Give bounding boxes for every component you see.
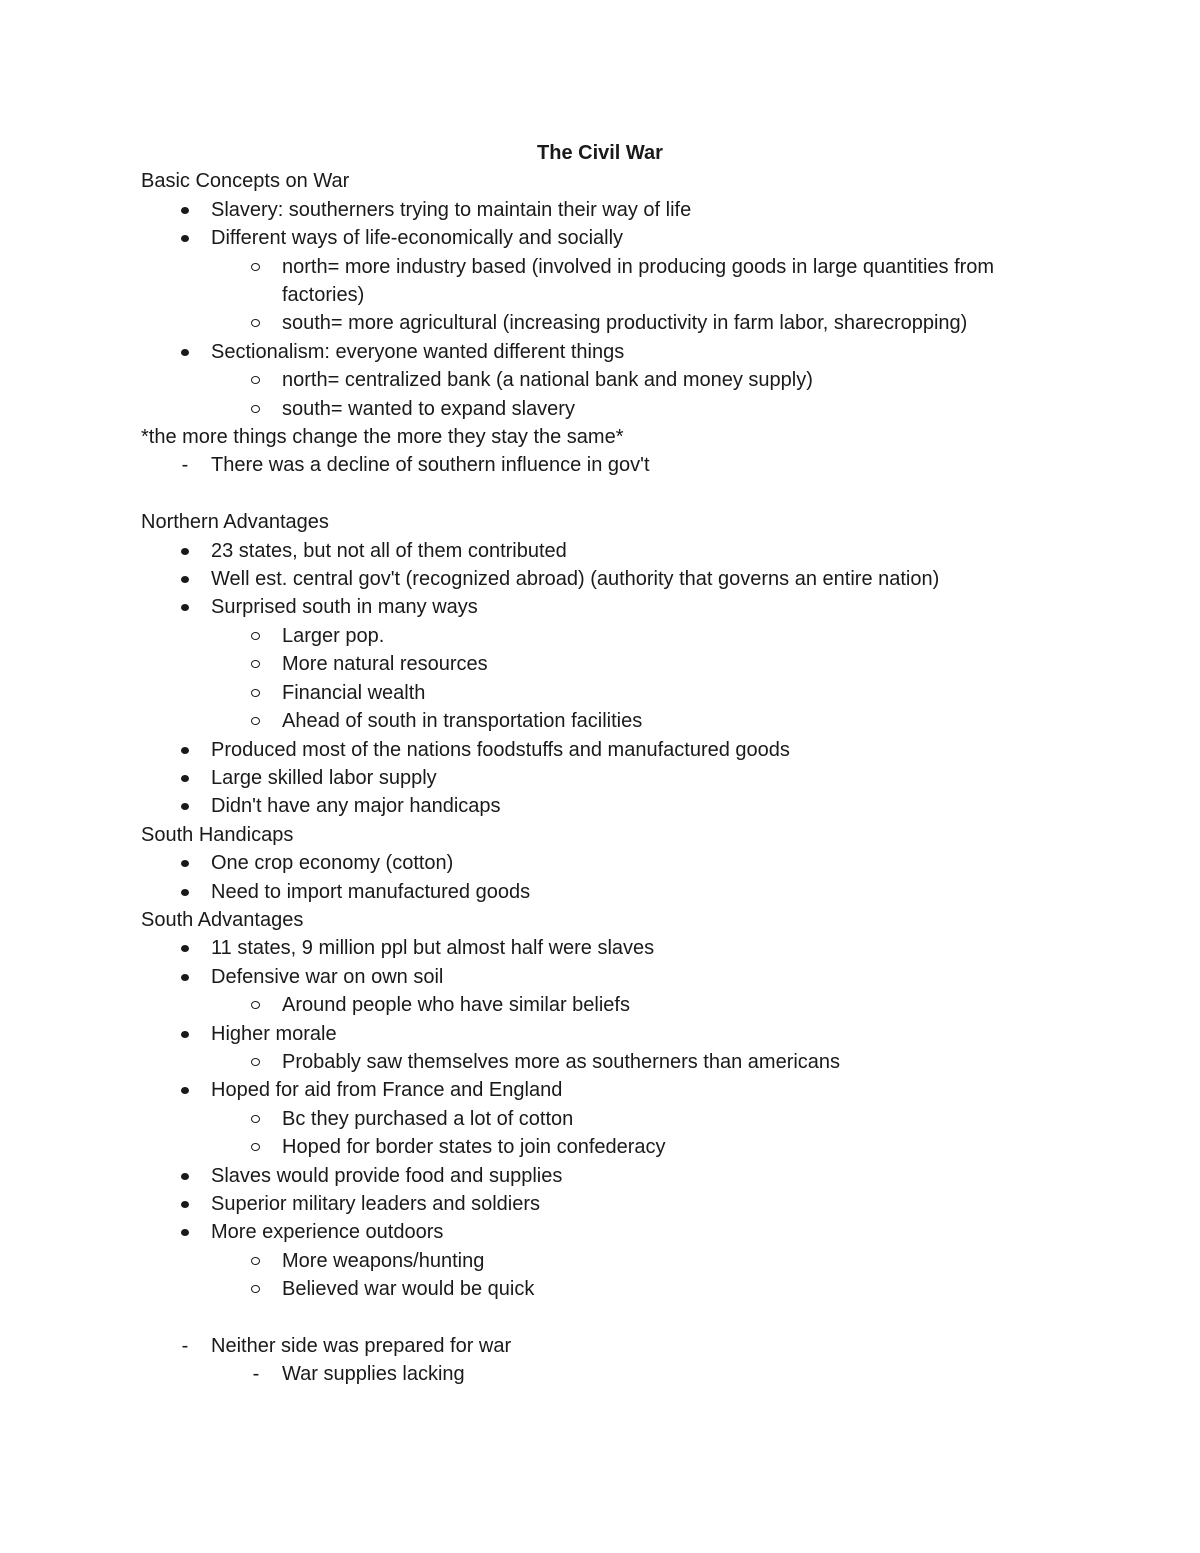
sub-list-item	[141, 991, 1071, 1019]
note-text: *the more things change the more they stay the same*	[141, 426, 624, 449]
list-item	[141, 963, 1071, 991]
list-item	[141, 764, 1071, 792]
sub-list-item	[141, 309, 1071, 337]
dash-list-item-text: There was a decline of southern influence in gov't	[211, 454, 650, 477]
sub-list-item-text: Bc they purchased a lot of cotton	[282, 1107, 574, 1130]
sub-list-item	[141, 707, 1071, 735]
sub-list-item	[141, 1048, 1071, 1076]
list-item-text: Didn't have any major handicaps	[211, 795, 501, 818]
sub-list-item-text: south= more agricultural (increasing productivity in farm labor, sharecropping)	[282, 312, 968, 335]
list-item-text: 11 states, 9 million ppl but almost half were slaves	[211, 937, 655, 960]
sub-list-item-text: north= centralized bank (a national bank and money supply)	[282, 369, 813, 392]
section-heading-northern-advantages: Northern Advantages	[141, 511, 329, 534]
dash-bullet-icon: -	[181, 1335, 189, 1358]
section-heading-south-advantages: South Advantages	[141, 908, 304, 931]
dash-sub-list-item	[141, 1360, 1071, 1388]
list-item-text: Surprised south in many ways	[211, 596, 478, 619]
list-item	[141, 1162, 1071, 1190]
list-item-text: More experience outdoors	[211, 1221, 444, 1244]
sub-list-item	[141, 1275, 1071, 1303]
sub-list-item-text: north= more industry based (involved in producing goods in large quantities from factories)	[282, 255, 995, 307]
sub-list-item	[141, 1247, 1071, 1275]
sub-list-item	[141, 622, 1071, 650]
list-item	[141, 565, 1071, 593]
dash-list-item-text: Neither side was prepared for war	[211, 1335, 512, 1358]
list-item	[141, 1020, 1071, 1048]
list-item-text: 23 states, but not all of them contributed	[211, 539, 567, 562]
section-heading-south-handicaps: South Handicaps	[141, 823, 294, 846]
sub-list-item	[141, 650, 1071, 678]
sub-list-item-text: Probably saw themselves more as southerners than americans	[282, 1050, 841, 1073]
list-item-text: One crop economy (cotton)	[211, 852, 454, 875]
list-item-text: Sectionalism: everyone wanted different things	[211, 340, 625, 363]
dash-bullet-icon: -	[252, 1363, 260, 1386]
list-item	[141, 792, 1071, 820]
sub-list-item-text: Larger pop.	[282, 624, 385, 647]
blank-line	[141, 480, 1071, 508]
list-item	[141, 1190, 1071, 1218]
list-item	[141, 224, 1071, 252]
list-item-text: Need to import manufactured goods	[211, 880, 531, 903]
list-item	[141, 196, 1071, 224]
list-item-text: Slavery: southerners trying to maintain their way of life	[211, 198, 692, 221]
sub-list-item	[141, 1133, 1071, 1161]
sub-list-item-text: More natural resources	[282, 653, 488, 676]
sub-list-item	[141, 366, 1071, 394]
list-item	[141, 878, 1071, 906]
list-item	[141, 338, 1071, 366]
sub-list-item-text: Hoped for border states to join confederacy	[282, 1136, 666, 1159]
sub-list-item-text: Around people who have similar beliefs	[282, 994, 630, 1017]
sub-list-item	[141, 1105, 1071, 1133]
sub-list-item	[141, 679, 1071, 707]
sub-list-item-text: Ahead of south in transportation facilities	[282, 710, 643, 733]
dash-list-item	[141, 1332, 1071, 1360]
list-item	[141, 736, 1071, 764]
dash-list-item	[141, 451, 1071, 479]
list-item-text: Large skilled labor supply	[211, 766, 437, 789]
dash-sub-list-item-text: War supplies lacking	[282, 1363, 465, 1386]
sub-list-item	[141, 395, 1071, 423]
sub-list-item-text: Believed war would be quick	[282, 1278, 535, 1301]
list-item	[141, 537, 1071, 565]
list-item	[141, 1076, 1071, 1104]
list-item-text: Superior military leaders and soldiers	[211, 1193, 541, 1216]
list-item-text: Different ways of life-economically and socially	[211, 227, 624, 250]
list-item	[141, 593, 1071, 621]
list-item-text: Hoped for aid from France and England	[211, 1079, 563, 1102]
list-item-text: Higher morale	[211, 1022, 337, 1045]
page-title: The Civil War	[537, 142, 663, 164]
document-content	[141, 139, 1071, 1389]
list-item	[141, 849, 1071, 877]
sub-list-item-text: More weapons/hunting	[282, 1249, 485, 1272]
list-item-text: Well est. central gov't (recognized abroad) (authority that governs an entire nation)	[211, 568, 940, 591]
list-item-text: Slaves would provide food and supplies	[211, 1164, 563, 1187]
list-item-text: Defensive war on own soil	[211, 965, 444, 988]
sub-list-item-text: Financial wealth	[282, 681, 426, 704]
dash-bullet-icon: -	[181, 454, 189, 477]
blank-line	[141, 1304, 1071, 1332]
list-item	[141, 934, 1071, 962]
list-item-text: Produced most of the nations foodstuffs and manufactured goods	[211, 738, 790, 761]
list-item	[141, 1218, 1071, 1246]
sub-list-item	[141, 253, 1071, 310]
sub-list-item-text: south= wanted to expand slavery	[282, 397, 575, 420]
section-heading-basic-concepts: Basic Concepts on War	[141, 170, 350, 193]
